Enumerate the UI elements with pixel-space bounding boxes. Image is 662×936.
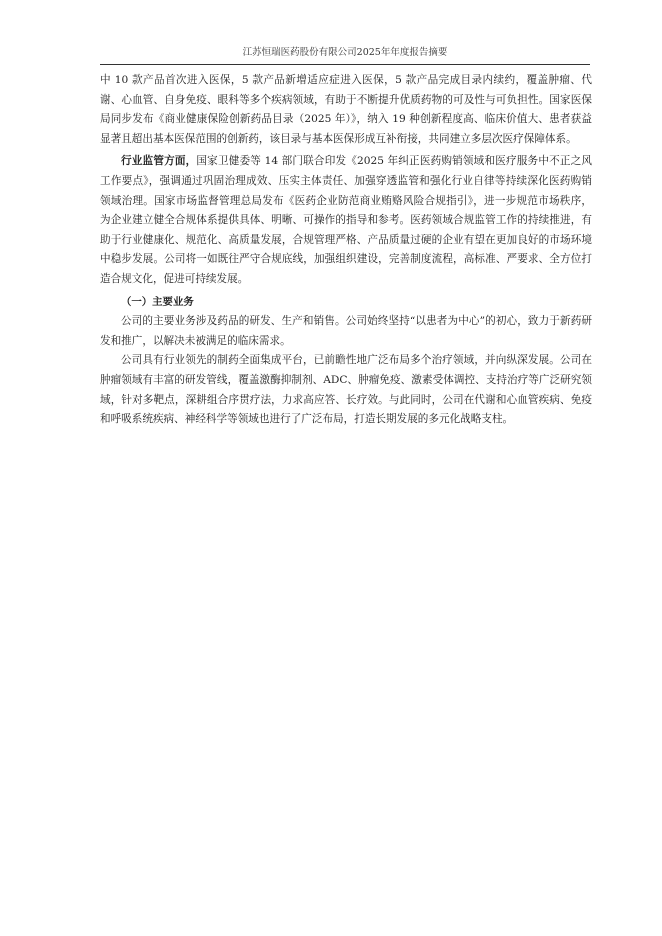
page-header	[100, 44, 590, 65]
paragraph-body-text: 国家卫健委等 14 部门联合印发《2025 年纠正医药购销领域和医疗服务中不正之风工作要点》，强调通过巩固治理成效、压实主体责任、加强穿透监管和强化行业自律等持续深化医药购销领域治理。国家市场监督管理总局发布《医药企业防范商业贿赂风险合规指引》，进一步规范市场秩序，为企业建立健全合规体系提供具体、明晰、可操作的指导和参考。医药领域合规监管工作的持续推进，有助于行业健康化、规范化、高质量发展，合规管理严格、产品质量过硬的企业有望在更加良好的市场环境中稳步发展。公司将一如既往严守合规底线，加强组织建设，完善制度流程，高标准、严要求、全方位打造合规文化，促进可持续发展。	[100, 155, 592, 285]
paragraph-industry-regulation	[100, 152, 592, 289]
paragraph-main-business: 公司的主要业务涉及药品的研发、生产和销售。公司始终坚持“以患者为中心”的初心，致力于新药研发和推广，以解决未被满足的临床需求。	[100, 315, 592, 347]
document-body	[100, 71, 592, 430]
paragraph-lead-heading: 行业监管方面，	[121, 155, 197, 168]
paragraph-platform-pipeline: 公司具有行业领先的制药全面集成平台，已前瞻性地广泛布局多个治疗领域，并向纵深发展。公司在肿瘤领域有丰富的研发管线，覆盖激酶抑制剂、ADC、肿瘤免疫、激素受体调控、支持治疗等广泛研究领域，针对多靶点，深耕组合序贯疗法，力求高应答、长疗效。与此同时，公司在代谢和心血管疾病、免疫和呼吸系统疾病、神经科学等领域也进行了广泛布局，打造长期发展的多元化战略支柱。	[100, 354, 592, 426]
section-heading-main-business: （一）主要业务	[121, 295, 194, 308]
paragraph-insurance-catalog: 中 10 款产品首次进入医保，5 款产品新增适应症进入医保，5 款产品完成目录内续约，覆盖肿瘤、代谢、心血管、自身免疫、眼科等多个疾病领域，有助于不断提升优质药物的可及性与可负担性。国家医保局同步发布《商业健康保险创新药品目录（2025 年）》，纳入 19 种创新程度高、临床价值大、患者获益显著且超出基本医保范围的创新药，该目录与基本医保形成互补衔接，共同建立多层次医疗保障体系。	[100, 74, 592, 145]
report-title: 江苏恒瑞医药股份有限公司2025年年度报告摘要	[242, 47, 448, 58]
